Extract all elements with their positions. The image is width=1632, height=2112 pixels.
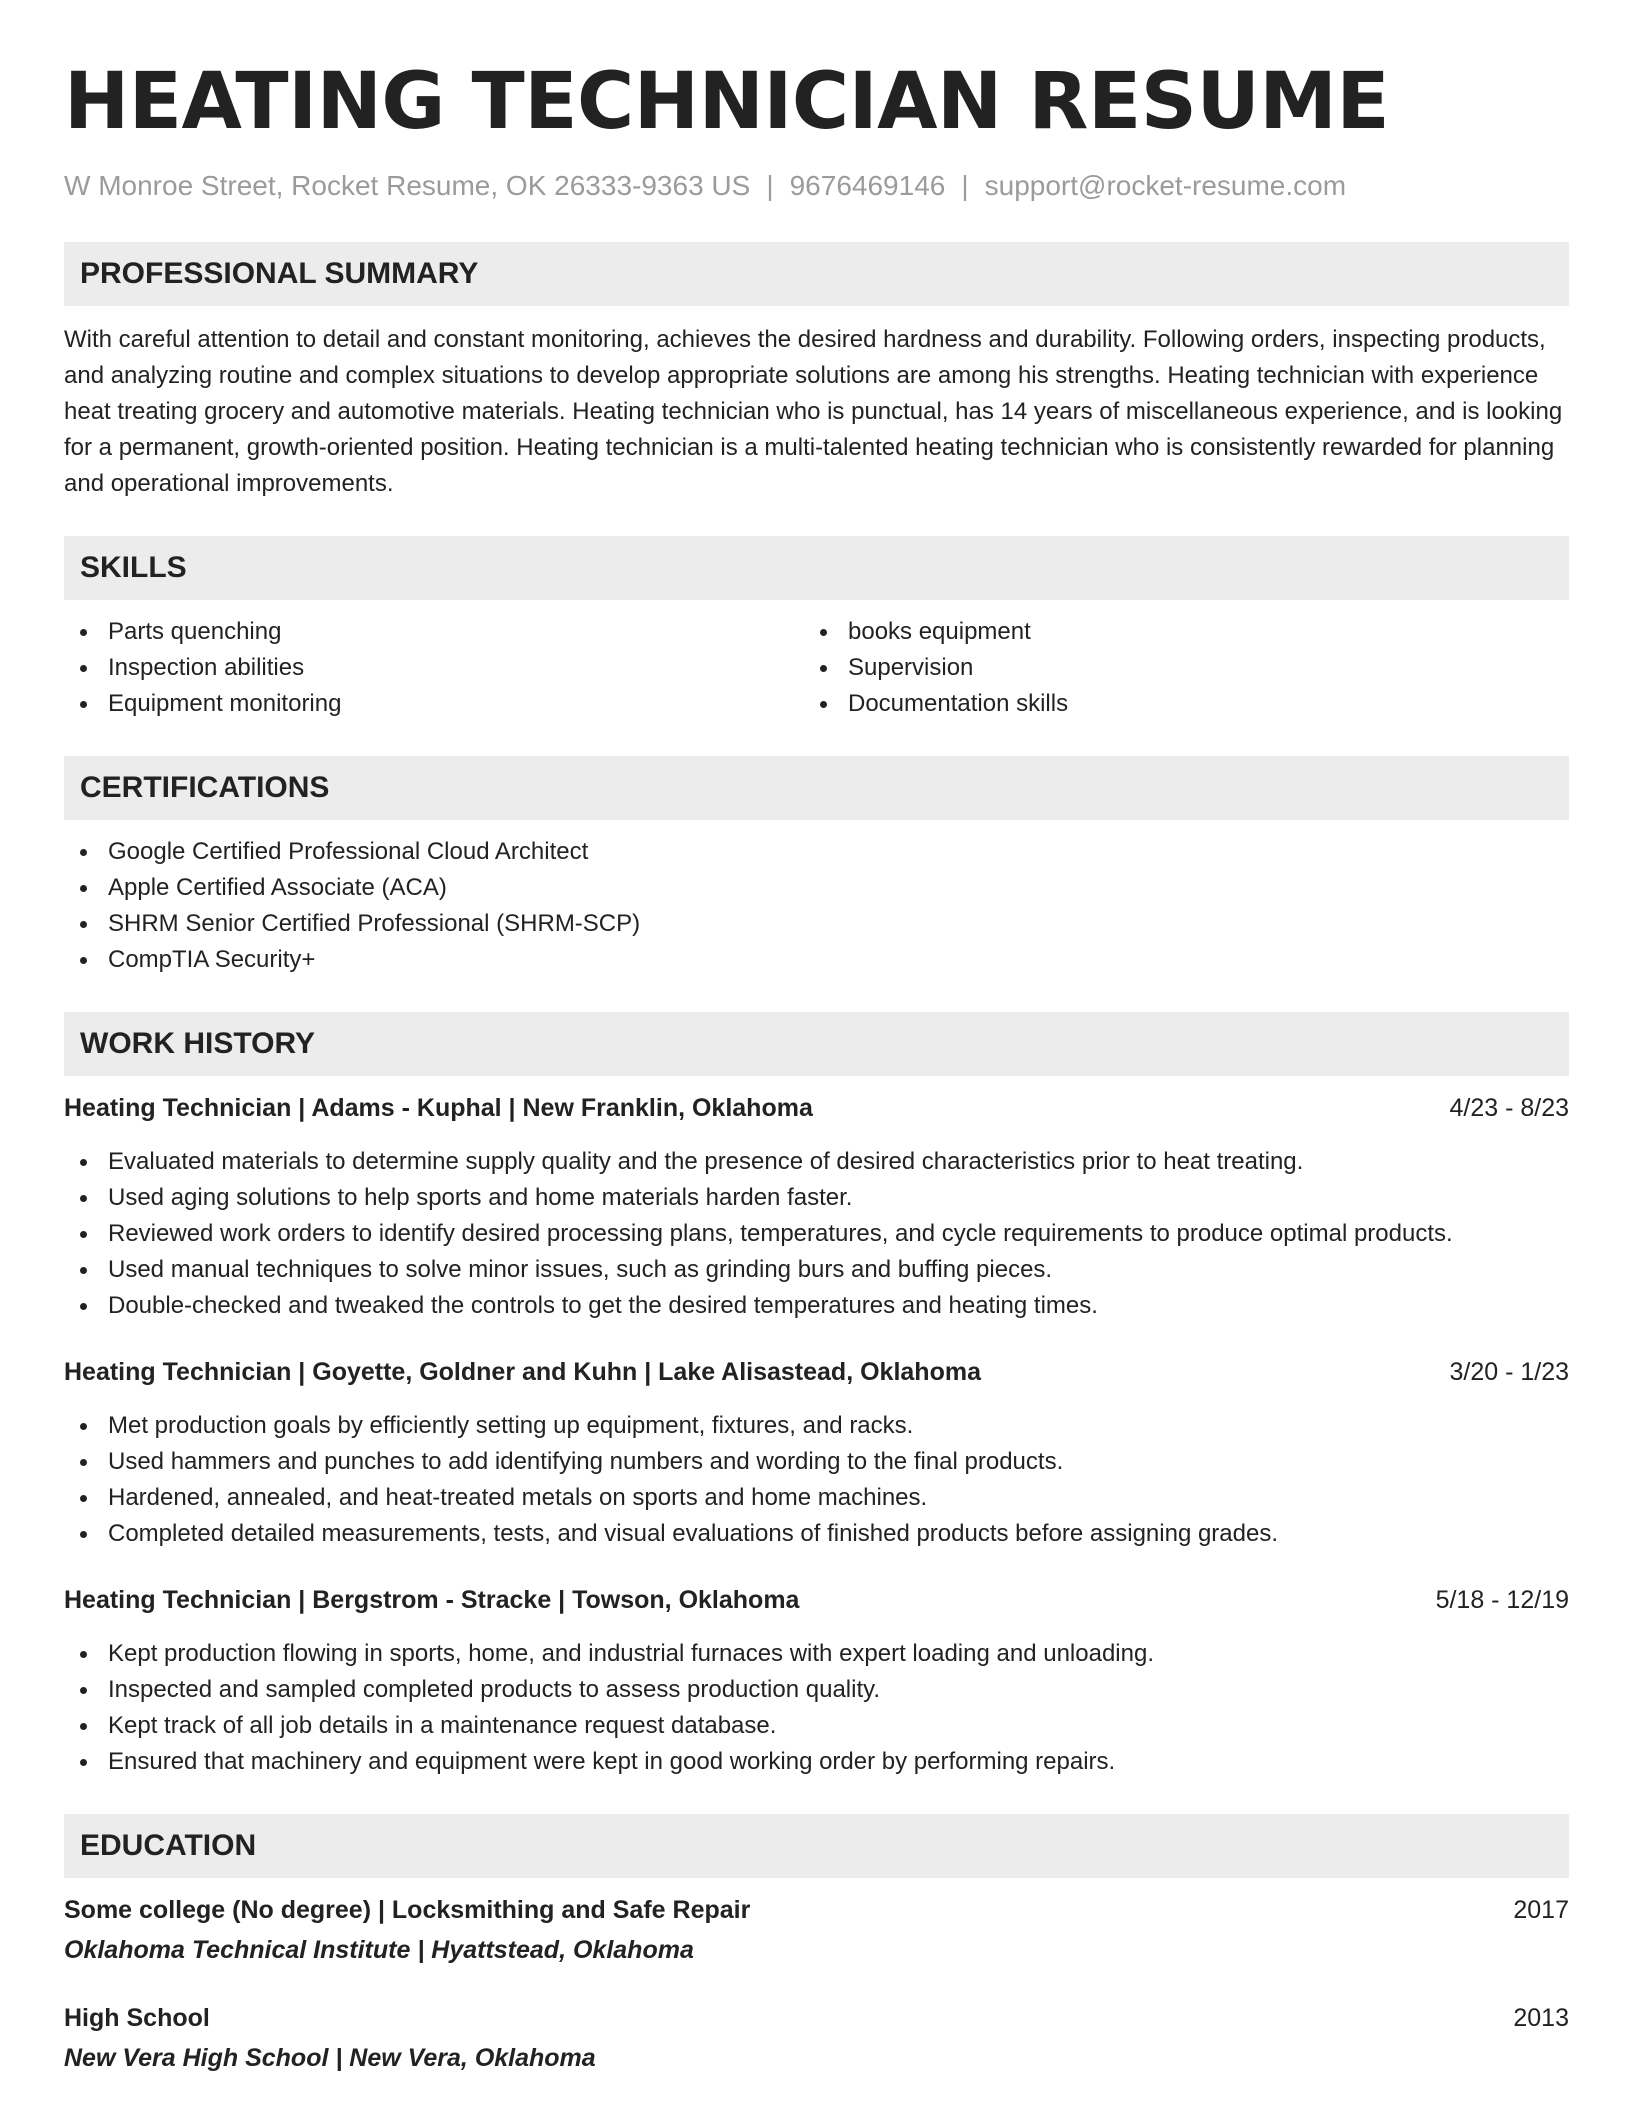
job-dates: 5/18 - 12/19 [1435,1586,1569,1614]
job-bullet: Double-checked and tweaked the controls to get the desired temperatures and heating times. [64,1288,1569,1324]
contact-phone: 9676469146 [789,170,946,201]
job-dates: 4/23 - 8/23 [1449,1094,1569,1122]
certification-item: CompTIA Security+ [64,942,1569,978]
certifications-list [64,834,1569,978]
job-bullet: Reviewed work orders to identify desired processing plans, temperatures, and cycle requirements to produce optimal products. [64,1216,1569,1252]
job-title: Heating Technician | Adams - Kuphal | New Franklin, Oklahoma [64,1094,813,1122]
contact-line [64,168,1569,204]
education-header [64,2000,1569,2036]
skill-item: Supervision [804,650,1544,686]
section-heading-education: EDUCATION [64,1814,1569,1878]
job-title: Heating Technician | Bergstrom - Stracke | Towson, Oklahoma [64,1586,800,1614]
certification-item: Google Certified Professional Cloud Architect [64,834,1569,870]
skills-column-right [804,614,1544,722]
education-year: 2017 [1513,1896,1569,1924]
job-header [64,1354,1569,1390]
certification-item: SHRM Senior Certified Professional (SHRM-SCP) [64,906,1569,942]
job-dates: 3/20 - 1/23 [1449,1358,1569,1386]
skill-item: Documentation skills [804,686,1544,722]
summary-text: With careful attention to detail and constant monitoring, achieves the desired hardness and durability. Following orders, inspecting products, and analyzing routine and complex situations to develop appropriate solutions are among his strengths. Heating technician with experience heat treating grocery and automotive materials. Heating technician who is punctual, has 14 years of miscellaneous experience, and is looking for a permanent, growth-oriented position. Heating technician is a multi-talented heating technician who is consistently rewarded for planning and operational improvements. [64,326,1563,497]
contact-email[interactable]: support@rocket-resume.com [984,170,1347,201]
job-bullet: Used hammers and punches to add identifying numbers and wording to the final products. [64,1444,1569,1480]
skills-list [64,614,1569,722]
education-school: New Vera High School | New Vera, Oklahoma [64,2044,596,2072]
skill-item: Equipment monitoring [64,686,804,722]
job-bullets [64,1636,1569,1780]
job-bullet: Hardened, annealed, and heat-treated metals on sports and home machines. [64,1480,1569,1516]
job-header [64,1582,1569,1618]
contact-separator: | [766,170,774,201]
education-year: 2013 [1513,2004,1569,2032]
job-bullet: Kept production flowing in sports, home, and industrial furnaces with expert loading and unloading. [64,1636,1569,1672]
job-bullets [64,1144,1569,1324]
job-bullet: Used aging solutions to help sports and home materials harden faster. [64,1180,1569,1216]
job-entry [64,1354,1569,1552]
skills-column-left [64,614,804,722]
education-school: Oklahoma Technical Institute | Hyattstead, Oklahoma [64,1936,694,1964]
skill-item: books equipment [804,614,1544,650]
education-header [64,1892,1569,1928]
job-bullet: Evaluated materials to determine supply quality and the presence of desired characteristics prior to heat treating. [64,1144,1569,1180]
education-title: High School [64,2004,210,2032]
skill-item: Inspection abilities [64,650,804,686]
job-bullet: Completed detailed measurements, tests, and visual evaluations of finished products before assigning grades. [64,1516,1569,1552]
job-bullets [64,1408,1569,1552]
section-heading-certifications: CERTIFICATIONS [64,756,1569,820]
section-heading-summary: PROFESSIONAL SUMMARY [64,242,1569,306]
job-bullet: Kept track of all job details in a maintenance request database. [64,1708,1569,1744]
job-entry [64,1582,1569,1780]
job-title: Heating Technician | Goyette, Goldner and Kuhn | Lake Alisastead, Oklahoma [64,1358,981,1386]
certification-item: Apple Certified Associate (ACA) [64,870,1569,906]
job-bullet: Used manual techniques to solve minor issues, such as grinding burs and buffing pieces. [64,1252,1569,1288]
resume-title: HEATING TECHNICIAN RESUME [64,57,1390,147]
contact-address: W Monroe Street, Rocket Resume, OK 26333-9363 US [64,170,751,201]
job-bullet: Ensured that machinery and equipment were kept in good working order by performing repairs. [64,1744,1569,1780]
skill-item: Parts quenching [64,614,804,650]
job-bullet: Inspected and sampled completed products to assess production quality. [64,1672,1569,1708]
job-bullet: Met production goals by efficiently setting up equipment, fixtures, and racks. [64,1408,1569,1444]
education-entry [64,1892,1569,1968]
job-header [64,1090,1569,1126]
job-entry [64,1090,1569,1324]
education-title: Some college (No degree) | Locksmithing and Safe Repair [64,1896,751,1924]
contact-separator: | [961,170,969,201]
section-heading-work-history: WORK HISTORY [64,1012,1569,1076]
education-entry [64,2000,1569,2076]
section-heading-skills: SKILLS [64,536,1569,600]
